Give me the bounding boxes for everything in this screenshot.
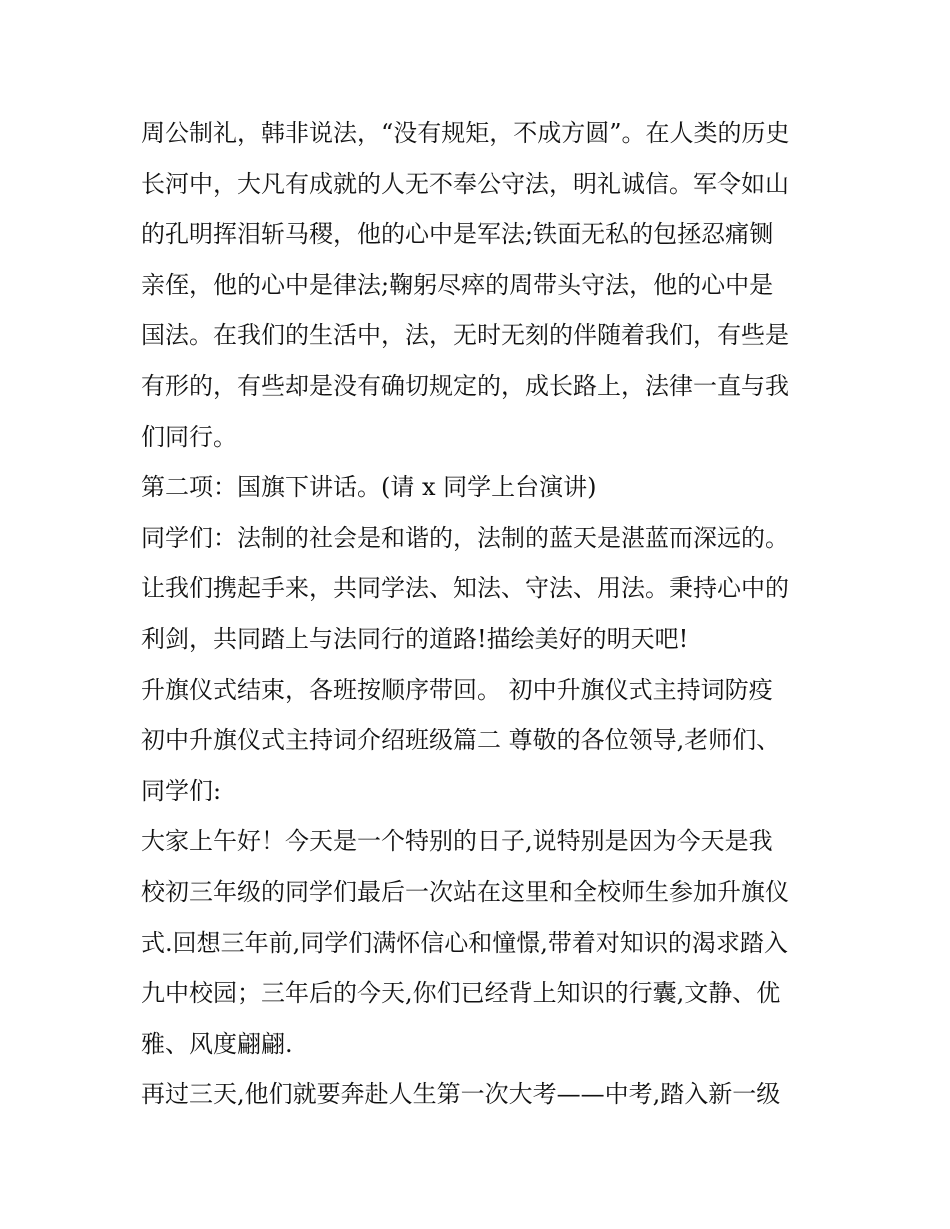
text-line: 升旗仪式结束，各班按顺序带回。 初中升旗仪式主持词防疫 [141,675,773,704]
text-line: 让我们携起手来，共同学法、知法、守法、用法。秉持心中的 [141,574,789,603]
text-line: 国法。在我们的生活中，法，无时无刻的伴随着我们，有些是 [141,321,789,350]
text-line: 的孔明挥泪斩马稷，他的心中是军法;铁面无私的包拯忍痛铡 [141,220,774,249]
text-line: 同学们：法制的社会是和谐的，法制的蓝天是湛蓝而深远的。 [141,523,789,552]
text-line: 大家上午好！今天是一个特别的日子,说特别是因为今天是我 [141,827,773,856]
text-line: 长河中，大凡有成就的人无不奉公守法，明礼诚信。军令如山 [141,169,789,198]
text-line: 同学们: [141,776,222,805]
text-line: 初中升旗仪式主持词介绍班级篇二 尊敬的各位领导,老师们、 [141,726,781,755]
text-line: 亲侄，他的心中是律法;鞠躬尽瘁的周带头守法，他的心中是 [141,270,774,299]
text-line: 第二项：国旗下讲话。(请 x 同学上台演讲) [141,473,597,502]
text-line: 雅、风度翩翩. [141,1029,293,1058]
text-line: 校初三年级的同学们最后一次站在这里和全校师生参加升旗仪 [141,877,789,906]
text-line: 有形的，有些却是没有确切规定的，成长路上，法律一直与我 [141,371,789,400]
text-line: 再过三天,他们就要奔赴人生第一次大考——中考,踏入新一级 [141,1080,781,1109]
text-line: 们同行。 [141,422,237,451]
text-line: 式.回想三年前,同学们满怀信心和憧憬,带着对知识的渴求踏入 [141,928,788,957]
text-line: 利剑，共同踏上与法同行的道路!描绘美好的明天吧! [141,624,689,653]
document-body [141,108,821,1120]
text-line: 周公制礼，韩非说法，“没有规矩，不成方圆”。在人类的历史 [141,119,790,147]
text-line: 九中校园；三年后的今天,你们已经背上知识的行囊,文静、优 [141,979,781,1008]
